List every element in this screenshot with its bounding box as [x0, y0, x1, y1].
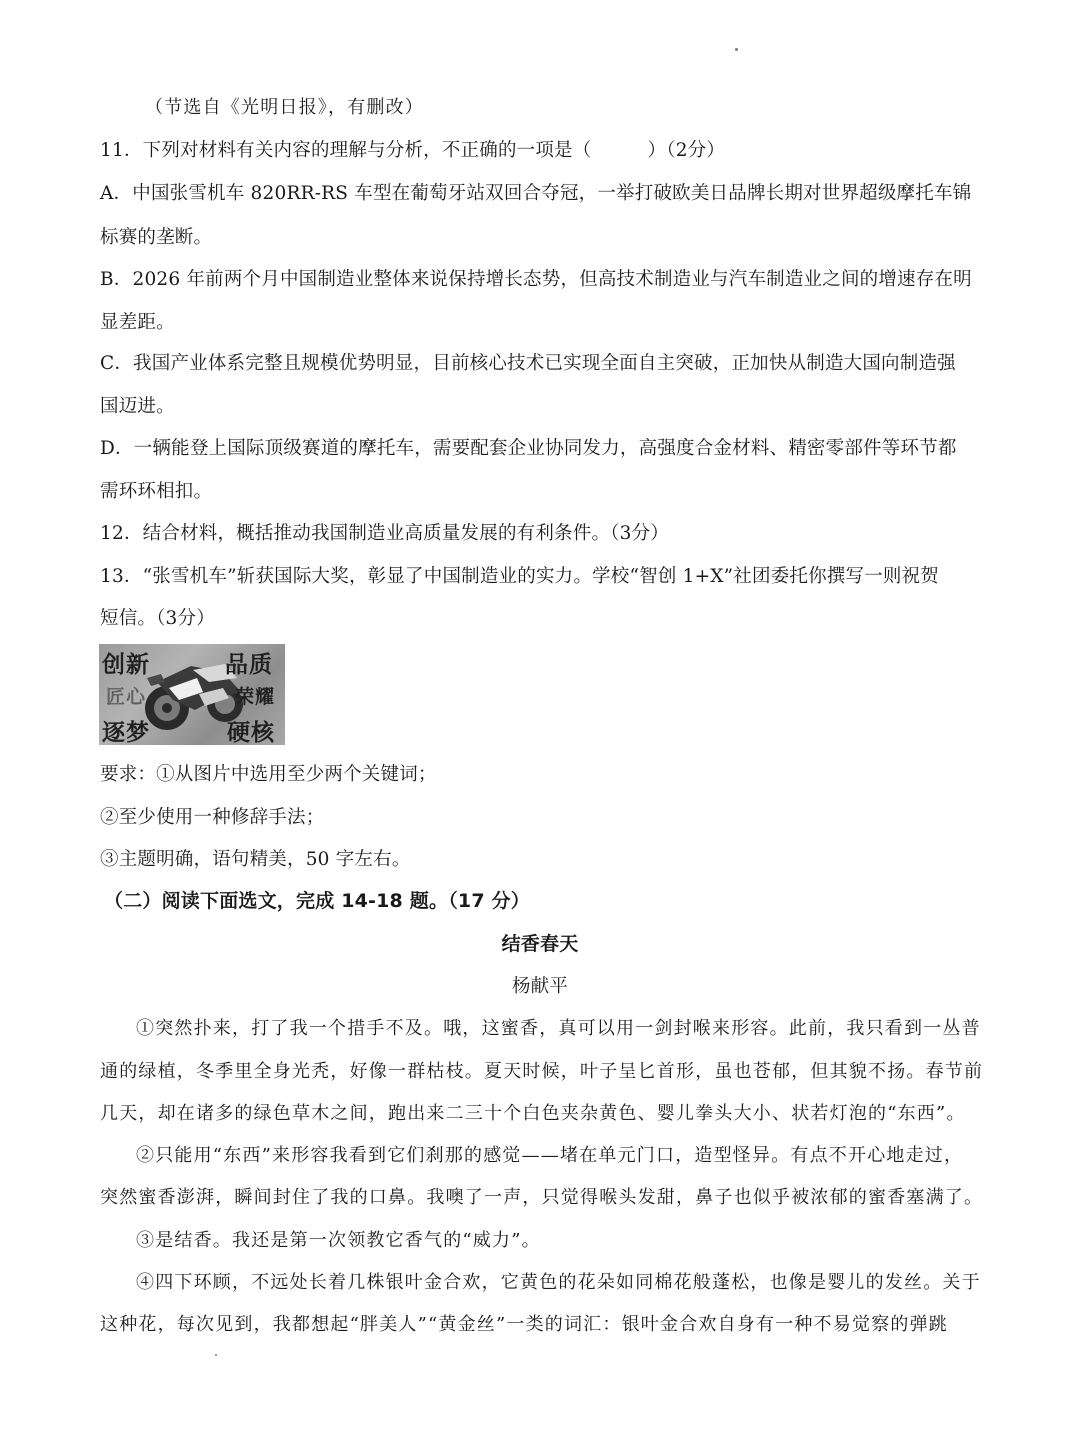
- keyword-quality: 品质: [225, 652, 273, 678]
- keyword-image: [99, 644, 285, 745]
- requirement-3: ③主题明确，语句精美，50 字左右。: [100, 849, 411, 870]
- q11-option-c-line1: C．我国产业体系完整且规模优势明显，目前核心技术已实现全面自主突破，正加快从制造大国向制造强: [100, 353, 956, 374]
- q11-option-b-line2: 显差距。: [100, 312, 175, 333]
- paragraph-2-line1: ②只能用“东西”来形容我看到它们刹那的感觉——堵在单元门口，造型怪异。有点不开心地走过，: [136, 1145, 964, 1166]
- paragraph-2-line2: 突然蜜香澎湃，瞬间封住了我的口鼻。我噢了一声，只觉得喉头发甜，鼻子也似乎被浓郁的蜜香塞满了。: [100, 1187, 984, 1208]
- q11-option-b-line1: B．2026 年前两个月中国制造业整体来说保持增长态势，但高技术制造业与汽车制造业之间的增速存在明: [100, 269, 972, 290]
- keyword-craftsmanship: 匠心: [106, 686, 147, 708]
- question-13-line1: 13．“张雪机车”斩获国际大奖，彰显了中国制造业的实力。学校“智创 1+X”社团委托你撰写一则祝贺: [100, 566, 939, 587]
- keyword-dream: 逐梦: [102, 720, 150, 745]
- article-title: 结香春天: [501, 933, 579, 955]
- question-12: 12．结合材料，概括推动我国制造业高质量发展的有利条件。（3分）: [100, 523, 669, 544]
- question-11-stem: 11．下列对材料有关内容的理解与分析，不正确的一项是（ ）（2分）: [100, 140, 726, 161]
- paragraph-1-line1: ①突然扑来，打了我一个措手不及。哦，这蜜香，真可以用一剑封喉来形容。此前，我只看到一丛普: [136, 1018, 981, 1039]
- paragraph-1-line2: 通的绿植，冬季里全身光秃，好像一群枯枝。夏天时候，叶子呈匕首形，虽也苍郁，但其貌不扬。春节前: [100, 1061, 984, 1082]
- keyword-glory: 荣耀: [235, 686, 276, 708]
- requirement-2: ②至少使用一种修辞手法；: [100, 807, 325, 828]
- q11-option-a-line2: 标赛的垄断。: [100, 227, 213, 248]
- question-13-line2: 短信。（3分）: [100, 608, 215, 629]
- q11-option-d-line2: 需环环相扣。: [100, 481, 213, 502]
- q11-option-a-line1: A．中国张雪机车 820RR-RS 车型在葡萄牙站双回合夺冠，一举打破欧美日品牌长期对世界超级摩托车锦: [100, 183, 972, 204]
- keyword-hardcore: 硬核: [227, 720, 275, 745]
- article-author: 杨献平: [511, 976, 569, 997]
- section-header: （二）阅读下面选文，完成 14-18 题。（17 分）: [104, 890, 530, 912]
- q11-option-d-line1: D．一辆能登上国际顶级赛道的摩托车，需要配套企业协同发力，高强度合金材料、精密零部件等环节都: [100, 438, 957, 459]
- paragraph-4-line1: ④四下环顾，不远处长着几株银叶金合欢，它黄色的花朵如同棉花般蓬松，也像是婴儿的发丝。关于: [136, 1272, 981, 1293]
- source-note: （节选自《光明日报》，有删改）: [145, 97, 424, 118]
- scan-speck: [735, 48, 738, 51]
- paragraph-4-line2: 这种花，每次见到，我都想起“胖美人”“黄金丝”一类的词汇：银叶金合欢自身有一种不易觉察的弹跳: [100, 1314, 949, 1335]
- paragraph-3-line1: ③是结香。我还是第一次领教它香气的“威力”。: [136, 1230, 541, 1251]
- requirement-1: 要求：①从图片中选用至少两个关键词；: [100, 764, 437, 785]
- scan-speck: [215, 1354, 217, 1356]
- keyword-innovation: 创新: [102, 652, 150, 678]
- q11-option-c-line2: 国迈进。: [100, 396, 175, 417]
- paragraph-1-line3: 几天，却在诸多的绿色草木之间，跑出来二三十个白色夹杂黄色、婴儿拳头大小、状若灯泡的“东西”。: [100, 1103, 966, 1124]
